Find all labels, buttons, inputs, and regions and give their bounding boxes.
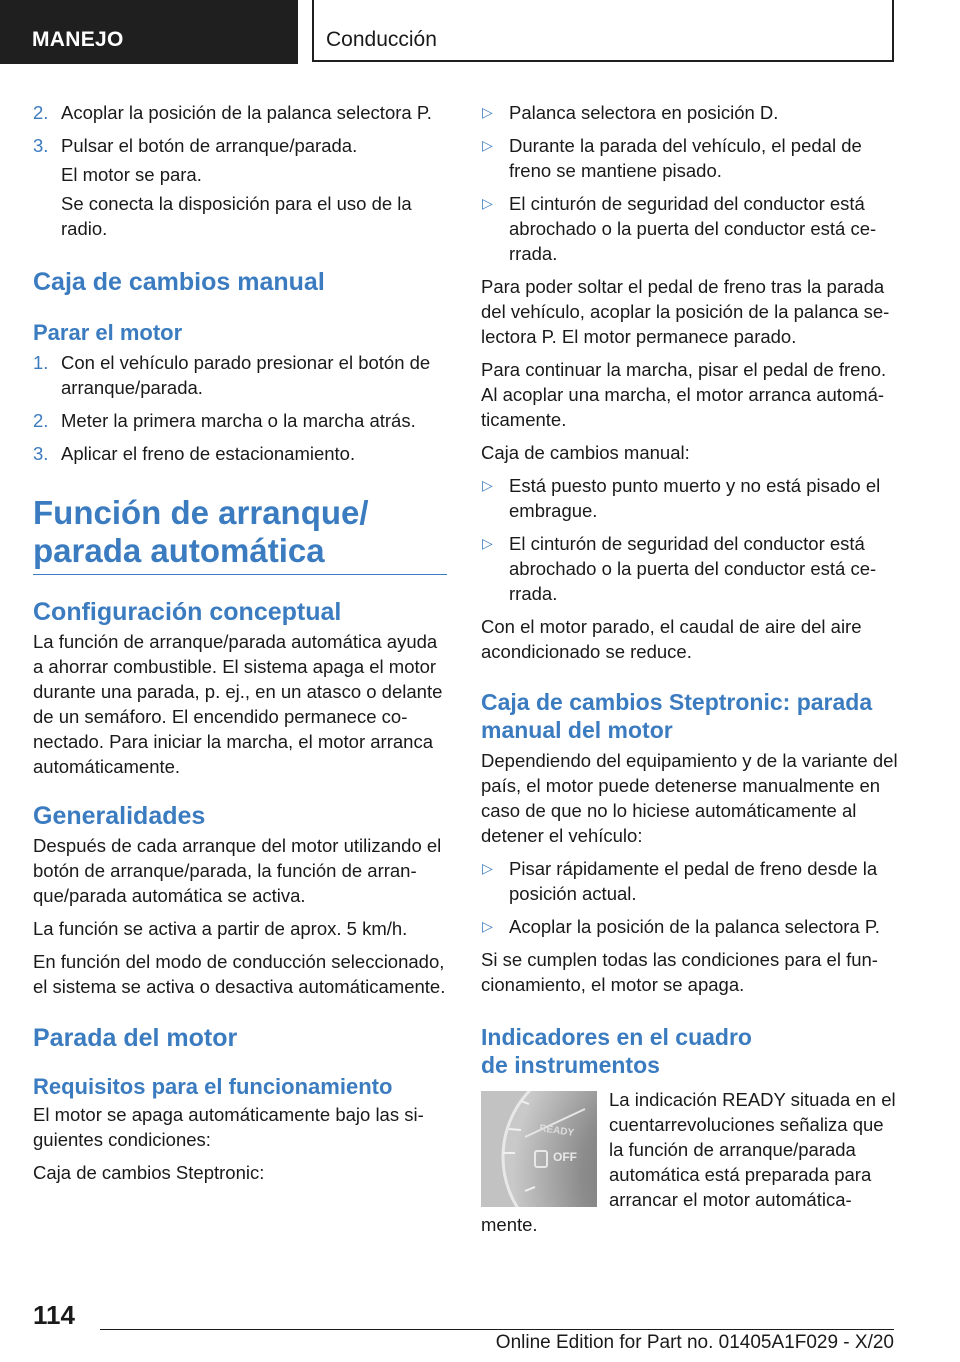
- paragraph-steptronic: Caja de cambios Steptronic:: [33, 1162, 265, 1183]
- section-tab: [0, 0, 298, 64]
- step-text: Meter la primera marcha o la marcha atrás.: [61, 410, 416, 431]
- heading-funcion: Función de arranque/ parada automática: [33, 494, 447, 575]
- bullet-item: [481, 914, 901, 939]
- paragraph-general: En función del modo de conducción seleccionado, el sistema se activa o desactiva automáticamente.: [33, 951, 446, 997]
- paragraph-general: La función se activa a partir de aprox. 5 km/h.: [33, 918, 408, 939]
- left-column: [33, 100, 447, 1193]
- bullet-item: [481, 856, 901, 906]
- step-number: 2.: [33, 102, 49, 123]
- paragraph-dependiendo: Dependiendo del equipamiento y de la variante del país, el motor puede detenerse manualmente en caso de que no lo hiciese automáticamente al detener el vehículo:: [481, 750, 898, 846]
- bullet-triangle-icon: ▷: [482, 535, 493, 551]
- step-item: [33, 350, 447, 400]
- bullet-item: [481, 100, 901, 125]
- step-note: El motor se para.: [61, 164, 202, 185]
- section-title: MANEJO: [32, 28, 124, 51]
- heading-parar: Parar el motor: [33, 320, 183, 345]
- heading-indicadores: [481, 1023, 901, 1079]
- bullet-text: El cinturón de seguridad del conductor está abrochado o la puerta del conductor está cerrada.: [509, 193, 877, 264]
- tachometer-graphic: [481, 1091, 597, 1207]
- bullet-text: Palanca selectora en posición D.: [509, 102, 779, 123]
- step-text: Pulsar el botón de arranque/parada.: [61, 135, 358, 156]
- footer-edition: Online Edition for Part no. 01405A1F029 - X/20: [495, 1332, 894, 1353]
- heading-config: Configuración conceptual: [33, 598, 342, 626]
- step-text: Acoplar la posición de la palanca selectora P.: [61, 102, 432, 123]
- paragraph-ready: La indicación READY situada en el cuentarrevoluciones señaliza que la función de arranque/parada automática está preparada para arrancar el motor automáticamente.: [481, 1089, 896, 1235]
- heading-indicadores-line1: Indicadores en el cuadro: [481, 1024, 752, 1050]
- bullet-item: [481, 531, 901, 606]
- step-item: [33, 133, 447, 158]
- step-text: Aplicar el freno de estacionamiento.: [61, 443, 356, 464]
- ready-label: READY: [538, 1123, 575, 1139]
- chapter-tab: [312, 0, 894, 62]
- paragraph-manual: Caja de cambios manual:: [481, 442, 690, 463]
- paragraph-config: La función de arranque/parada automática ayuda a ahorrar combustible. El sistema apaga el motor durante una parada, p. ej., en un atasco o delante de un semáforo. El encendido permanece conectado. Para iniciar la marcha, el motor arranca automáticamente.: [33, 631, 443, 777]
- bullet-triangle-icon: ▷: [482, 477, 493, 493]
- bullet-text: Pisar rápidamente el pedal de freno desde la posición actual.: [509, 858, 878, 904]
- page-number: 114: [33, 1300, 75, 1330]
- heading-steptronic: Caja de cambios Steptronic: parada manual del motor: [481, 689, 873, 743]
- step-number: 2.: [33, 410, 49, 431]
- bullet-text: El cinturón de seguridad del conductor está abrochado o la puerta del conductor está cerrada.: [509, 533, 877, 604]
- paragraph-requisitos: El motor se apaga automáticamente bajo las siguientes condiciones:: [33, 1104, 424, 1150]
- paragraph-continuar: Para continuar la marcha, pisar el pedal de freno. Al acoplar una marcha, el motor arranca automáticamente.: [481, 359, 887, 430]
- heading-manual: Caja de cambios manual: [33, 268, 325, 296]
- paragraph-general: Después de cada arranque del motor utilizando el botón de arranque/parada, la función de arranque/parada automática se activa.: [33, 835, 442, 906]
- tachometer-ready-image: [481, 1091, 597, 1207]
- paragraph-soltar: Para poder soltar el pedal de freno tras la parada del vehículo, acoplar la posición de la palanca selectora P. El motor permanece parado.: [481, 276, 890, 347]
- bullet-triangle-icon: ▷: [482, 104, 493, 120]
- chapter-title: Conducción: [326, 28, 437, 51]
- bullet-triangle-icon: ▷: [482, 918, 493, 934]
- bullet-text: Acoplar la posición de la palanca selectora P.: [509, 916, 880, 937]
- bullet-triangle-icon: ▷: [482, 137, 493, 153]
- bullet-item: [481, 133, 901, 183]
- step-item: [33, 100, 447, 125]
- heading-parada: Parada del motor: [33, 1024, 238, 1052]
- bullet-item: [481, 473, 901, 523]
- step-item: [33, 441, 447, 466]
- paragraph-cumplen: Si se cumplen todas las condiciones para el funcionamiento, el motor se apaga.: [481, 949, 878, 995]
- off-label: OFF: [553, 1150, 577, 1164]
- step-number: 3.: [33, 135, 49, 156]
- ready-section: [481, 1087, 901, 1237]
- footer-divider: [100, 1329, 894, 1330]
- step-number: 1.: [33, 352, 49, 373]
- heading-general: Generalidades: [33, 802, 206, 830]
- step-number: 3.: [33, 443, 49, 464]
- bullet-triangle-icon: ▷: [482, 195, 493, 211]
- heading-requisitos: Requisitos para el funcionamiento: [33, 1074, 393, 1099]
- step-text: Con el vehículo parado presionar el botón de arranque/parada.: [61, 352, 431, 398]
- step-note: Se conecta la disposición para el uso de la radio.: [61, 193, 412, 239]
- bullet-item: [481, 191, 901, 266]
- bullet-triangle-icon: ▷: [482, 860, 493, 876]
- bullet-text: Está puesto punto muerto y no está pisado el embrague.: [509, 475, 881, 521]
- right-column: [481, 100, 901, 1237]
- heading-indicadores-line2: de instrumentos: [481, 1052, 660, 1078]
- paragraph-aire: Con el motor parado, el caudal de aire del aire acondicionado se reduce.: [481, 616, 862, 662]
- step-item: [33, 408, 447, 433]
- bullet-text: Durante la parada del vehículo, el pedal de freno se mantiene pisado.: [509, 135, 862, 181]
